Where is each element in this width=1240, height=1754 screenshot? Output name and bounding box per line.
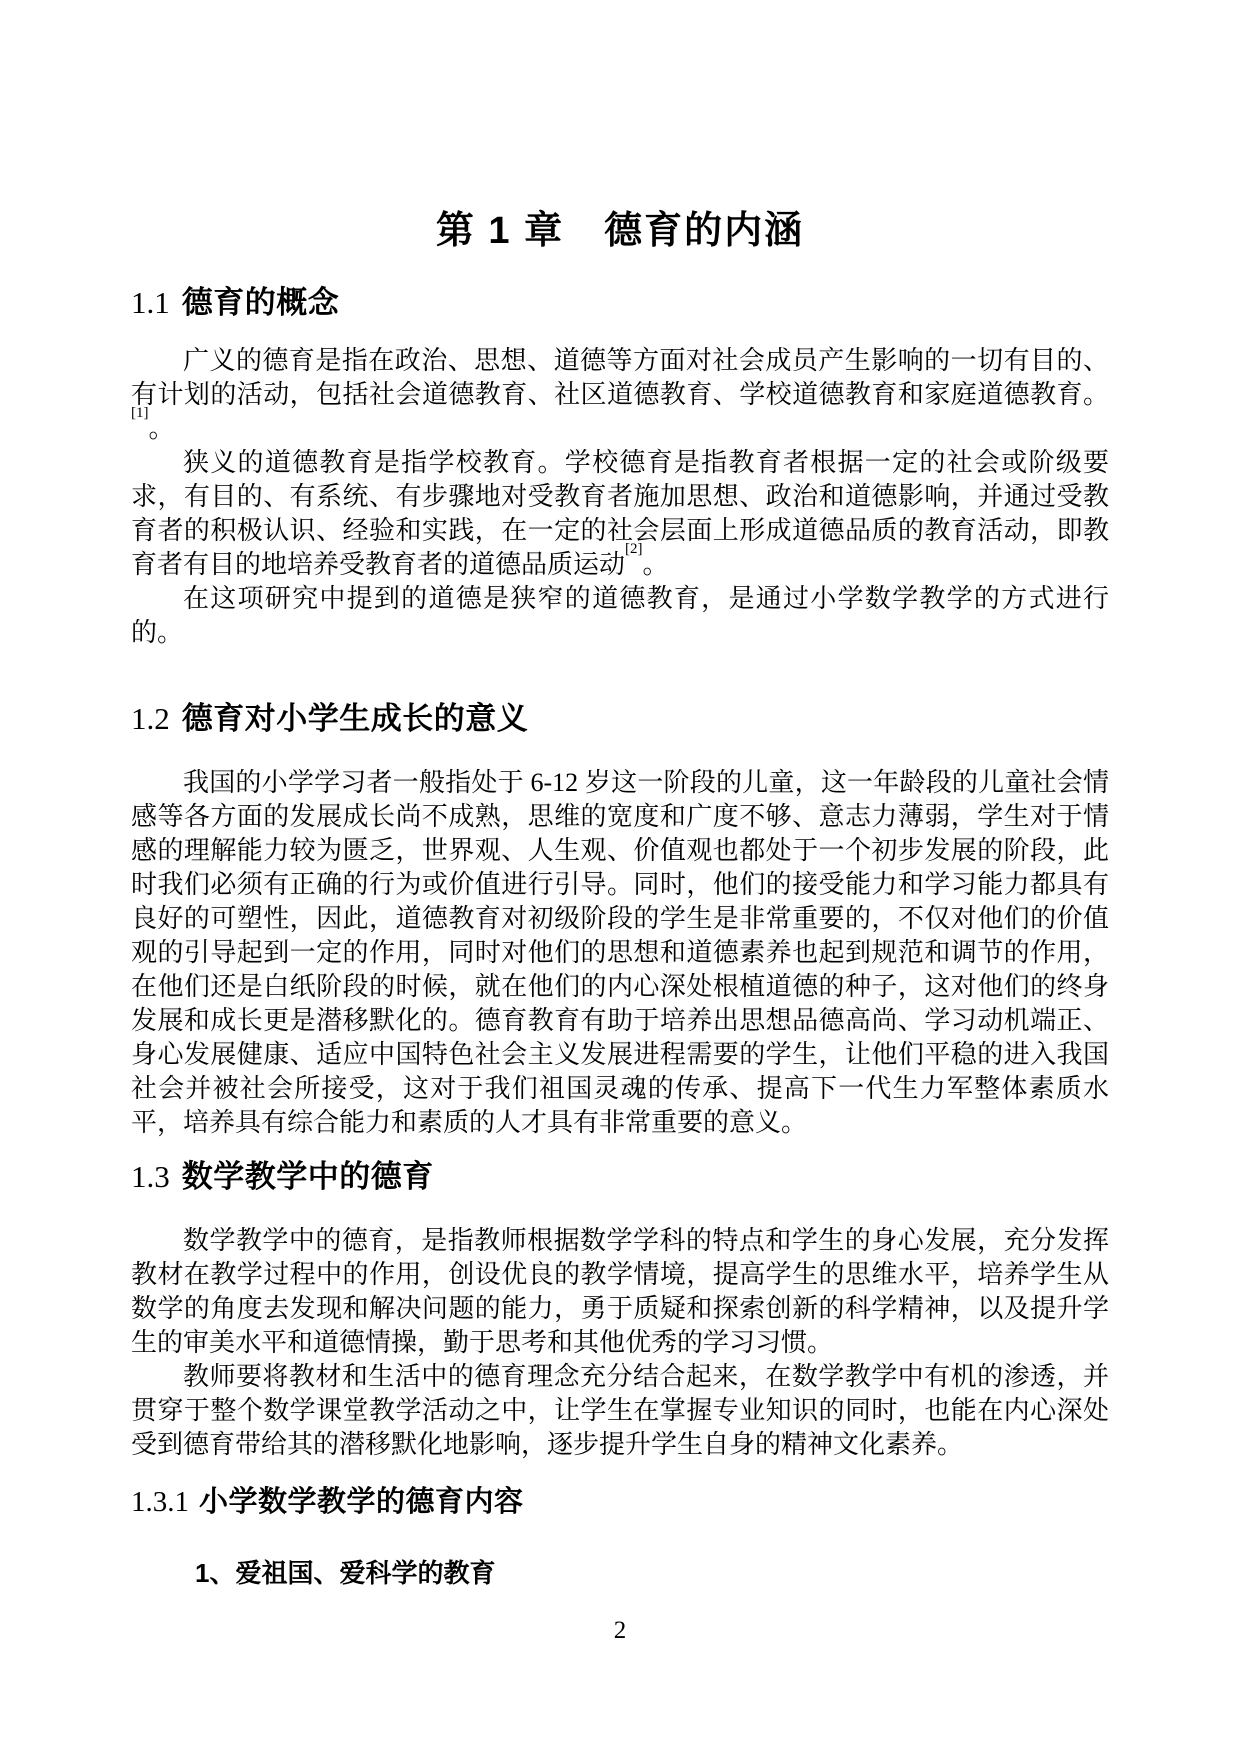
paragraph-text: 数学教学中的德育，是指教师根据数学学科的特点和学生的身心发展，充分发挥教材在教学过程中的作用，创设优良的教学情境，提高学生的思维水平，培养学生从数学的角度去发现和解决问题的能力，勇于质疑和探索创新的科学精神，以及提升学生的审美水平和道德情操，勤于思考和其他优秀的学习习惯。 — [131, 1226, 1109, 1357]
section-1-1-heading — [131, 284, 1109, 322]
list-item-text: 1、爱祖国、爱科学的教育 — [195, 1558, 496, 1588]
list-item-love-country-science — [131, 1556, 1109, 1590]
paragraph-1-1-1 — [131, 344, 1109, 446]
paragraph-text: 我国的小学学习者一般指处于 6-12 岁这一阶段的儿童，这一年龄段的儿童社会情感等各方面的发展成长尚不成熟，思维的宽度和广度不够、意志力薄弱，学生对于情感的理解能力较为匮乏，世界观、人生观、价值观也都处于一个初步发展的阶段，此时我们必须有正确的行为或价值进行引导。同时，他们的接受能力和学习能力都具有良好的可塑性，因此，道德教育对初级阶段的学生是非常重要的，不仅对他们的价值观的引导起到一定的作用，同时对他们的思想和道德素养也起到规范和调节的作用，在他们还是白纸阶段的时候，就在他们的内心深处根植道德的种子，这对他们的终身发展和成长更是潜移默化的。德育教育有助于培养出思想品德高尚、学习动机端正、身心发展健康、适应中国特色社会主义发展进程需要的学生，让他们平稳的进入我国社会并被社会所接受，这对于我们祖国灵魂的传承、提高下一代生力军整体素质水平，培养具有综合能力和素质的人才具有非常重要的意义。 — [131, 768, 1109, 1137]
subsection-1-3-1-heading — [131, 1484, 1109, 1520]
page-number: 2 — [613, 1617, 627, 1644]
section-1-1-number: 1.1 — [131, 285, 170, 320]
section-1-3-number: 1.3 — [131, 1159, 170, 1194]
section-1-2-heading — [131, 700, 1109, 738]
page-content — [131, 0, 1109, 1590]
section-1-3-title: 数学教学中的德育 — [181, 1159, 434, 1194]
section-1-2-number: 1.2 — [131, 701, 170, 736]
paragraph-1-3-1 — [131, 1224, 1109, 1360]
paragraph-text-tail: 。 — [642, 550, 669, 579]
paragraph-1-1-2 — [131, 446, 1109, 582]
section-1-1-title: 德育的概念 — [181, 285, 340, 320]
paragraph-text: 在这项研究中提到的道德是狭窄的道德教育，是通过小学数学教学的方式进行的。 — [131, 584, 1109, 647]
paragraph-1-1-3 — [131, 582, 1109, 650]
footnote-ref-2: [2] — [625, 541, 643, 558]
paragraph-1-3-2 — [131, 1360, 1109, 1462]
paragraph-text-tail: 。 — [148, 414, 175, 443]
subsection-1-3-1-number: 1.3.1 — [131, 1486, 189, 1518]
paragraph-text: 教师要将教材和生活中的德育理念充分结合起来，在数学教学中有机的渗透，并贯穿于整个数学课堂教学活动之中，让学生在掌握专业知识的同时，也能在内心深处受到德育带给其的潜移默化地影响，逐步提升学生自身的精神文化素养。 — [131, 1362, 1109, 1459]
subsection-1-3-1-title: 小学数学教学的德育内容 — [199, 1486, 524, 1518]
section-1-3-heading — [131, 1158, 1109, 1196]
paragraph-1-2-1 — [131, 766, 1109, 1140]
section-1-2-title: 德育对小学生成长的意义 — [181, 701, 529, 736]
footnote-ref-1: [1] — [131, 405, 149, 422]
paragraph-text: 广义的德育是指在政治、思想、道德等方面对社会成员产生影响的一切有目的、有计划的活动，包括社会道德教育、社区道德教育、学校道德教育和家庭道德教育。 — [131, 346, 1109, 409]
paragraph-text: 狭义的道德教育是指学校教育。学校德育是指教育者根据一定的社会或阶级要求，有目的、有系统、有步骤地对受教育者施加思想、政治和道德影响，并通过受教育者的积极认识、经验和实践，在一定的社会层面上形成道德品质的教育活动，即教育者有目的地培养受教育者的道德品质运动 — [131, 448, 1109, 579]
chapter-title: 第 1 章 德育的内涵 — [435, 210, 805, 252]
